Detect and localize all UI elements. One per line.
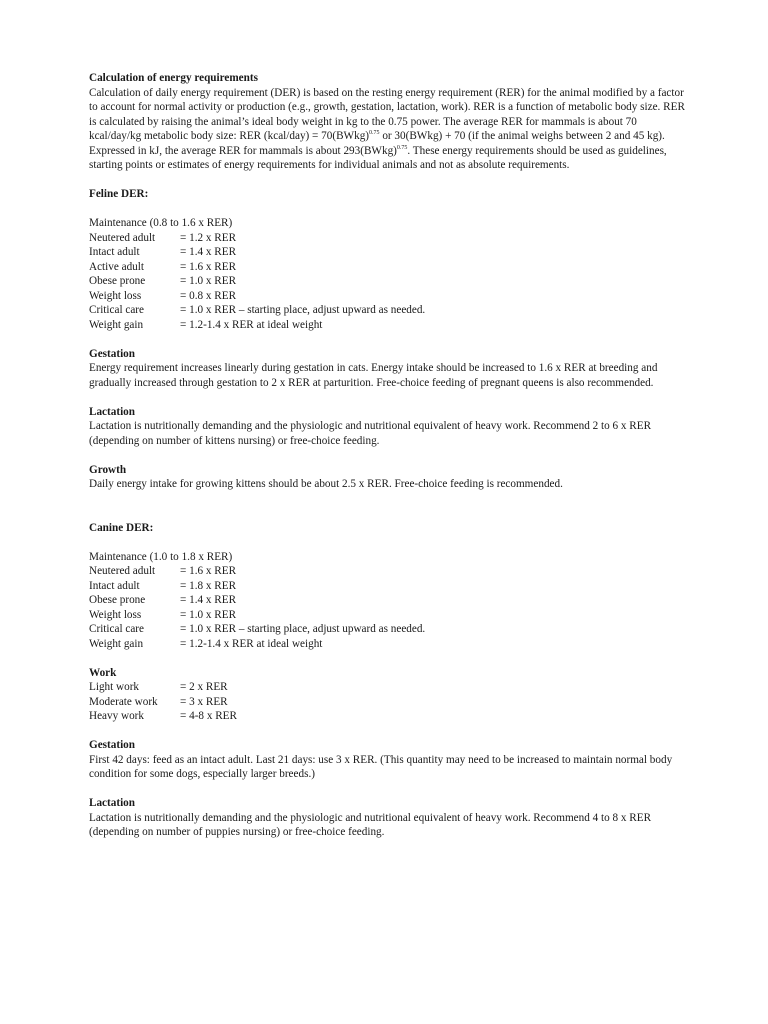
canine-maintenance-title: Maintenance (1.0 to 1.8 x RER): [89, 550, 233, 563]
row-label: Neutered adult: [89, 565, 156, 577]
intro-paragraph: [89, 86, 689, 173]
row-label: Obese prone: [89, 275, 146, 287]
row-value: = 1.0 x RER: [180, 275, 237, 287]
canine-work-table: [89, 680, 689, 724]
exponent-2: 0.75: [396, 144, 408, 151]
row-label: Active adult: [89, 260, 144, 273]
feline-der-table: [89, 231, 689, 333]
canine-der-table: [89, 564, 689, 651]
table-row: [89, 289, 689, 304]
canine-gestation-heading: Gestation: [89, 739, 135, 751]
document-title: Calculation of energy requirements: [89, 72, 258, 84]
row-label: Moderate work: [89, 695, 158, 708]
canine-gestation-text: First 42 days: feed as an intact adult. Last 21 days: use 3 x RER. (This quantity may need to be increased to maintain normal body condition for some dogs, especially larger breeds.): [89, 753, 673, 780]
table-row: [89, 274, 689, 289]
row-value: = 1.2-1.4 x RER at ideal weight: [180, 318, 323, 331]
table-row: [89, 231, 689, 246]
table-row: [89, 637, 689, 652]
row-value: = 1.6 x RER: [180, 260, 237, 273]
table-row: [89, 579, 689, 594]
feline-heading: Feline DER:: [89, 188, 149, 200]
canine-lactation-heading: Lactation: [89, 797, 135, 809]
feline-gestation-text: Energy requirement increases linearly during gestation in cats. Energy intake should be increased to 1.6 x RER at breeding and gradually increased through gestation to 2 x RER at parturition. Free-choice feeding of pregnant queens is also recommended.: [89, 362, 658, 389]
table-row: [89, 318, 689, 333]
canine-work-heading: Work: [89, 666, 117, 679]
row-label: Light work: [89, 681, 140, 693]
row-value: = 2 x RER: [180, 681, 228, 693]
row-value: = 1.8 x RER: [180, 579, 237, 592]
row-label: Intact adult: [89, 246, 140, 258]
row-value: = 1.0 x RER – starting place, adjust upward as needed.: [180, 623, 426, 635]
row-value: = 1.0 x RER – starting place, adjust upward as needed.: [180, 304, 426, 316]
table-row: [89, 245, 689, 260]
feline-lactation-heading: Lactation: [89, 405, 135, 418]
intro-text-3: . These energy requirements should be used as guidelines, starting points or estimates of energy requirements for individual animals and not as absolute requirements.: [89, 144, 667, 171]
row-label: Weight loss: [89, 289, 142, 302]
row-value: = 1.2 x RER: [180, 231, 237, 244]
row-label: Critical care: [89, 304, 144, 316]
row-value: = 3 x RER: [180, 695, 228, 708]
row-value: = 1.0 x RER: [180, 608, 237, 621]
row-value: = 4-8 x RER: [180, 710, 237, 722]
row-value: = 1.4 x RER: [180, 594, 237, 606]
row-value: = 1.2-1.4 x RER at ideal weight: [180, 637, 323, 650]
feline-growth-text: Daily energy intake for growing kittens should be about 2.5 x RER. Free-choice feeding is recommended.: [89, 478, 563, 490]
feline-maintenance-title: Maintenance (0.8 to 1.6 x RER): [89, 217, 233, 229]
feline-lactation-text: Lactation is nutritionally demanding and the physiologic and nutritional equivalent of heavy work. Recommend 2 to 6 x RER (depending on number of kittens nursing) or free-choice feeding.: [89, 420, 652, 447]
feline-growth-heading: Growth: [89, 463, 127, 476]
canine-lactation-text: Lactation is nutritionally demanding and the physiologic and nutritional equivalent of heavy work. Recommend 4 to 8 x RER (depending on number of puppies nursing) or free-choice feeding.: [89, 811, 652, 838]
table-row: [89, 695, 689, 710]
intro-text-1: Calculation of daily energy requirement (DER) is based on the resting energy requirement (RER) for the animal modified by a factor to account for normal activity or production (e.g., growth, gestation, lactation, work). RER is a function of metabolic body size. RER is calculated by raising the animal’s ideal body weight in kg to the 0.75 power. The average RER for mammals is about 70 kcal/day/kg metabolic body size: RER (kcal/day) = 70(BWkg): [89, 86, 685, 142]
row-value: = 0.8 x RER: [180, 289, 237, 302]
table-row: [89, 593, 689, 608]
table-row: [89, 608, 689, 623]
row-label: Weight gain: [89, 637, 144, 650]
row-label: Intact adult: [89, 579, 140, 592]
exponent-1: 0.75: [369, 130, 380, 136]
row-label: Weight loss: [89, 608, 142, 621]
table-row: [89, 303, 689, 318]
table-row: [89, 260, 689, 275]
table-row: [89, 564, 689, 579]
table-row: [89, 709, 689, 724]
row-label: Heavy work: [89, 710, 144, 722]
row-label: Neutered adult: [89, 231, 156, 244]
row-value: = 1.4 x RER: [180, 246, 237, 258]
row-label: Obese prone: [89, 594, 146, 606]
table-row: [89, 680, 689, 695]
row-label: Critical care: [89, 623, 144, 635]
canine-heading: Canine DER:: [89, 521, 154, 534]
row-value: = 1.6 x RER: [180, 565, 237, 577]
feline-gestation-heading: Gestation: [89, 347, 135, 360]
intro-text-2: or 30(BWkg) + 70 (if the animal weighs between 2 and 45 kg). Expressed in kJ, the average RER for mammals is about 293(BWkg): [89, 130, 665, 157]
table-row: [89, 622, 689, 637]
row-label: Weight gain: [89, 318, 144, 331]
document-page: [89, 71, 689, 840]
